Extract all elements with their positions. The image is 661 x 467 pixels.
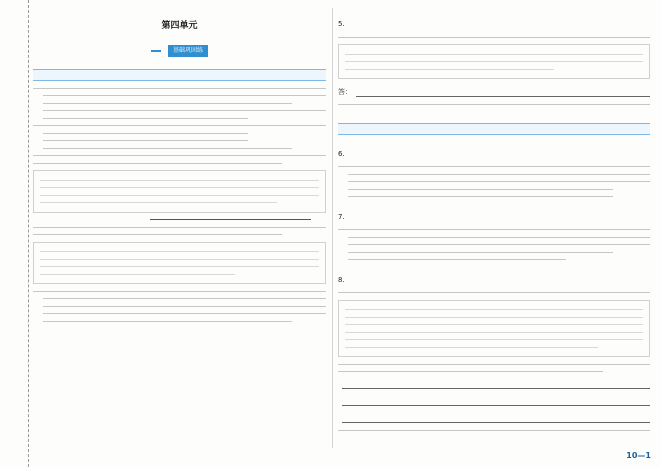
q8-fill-1 — [338, 380, 650, 389]
right-column — [338, 8, 650, 448]
section-header-bar-2 — [338, 123, 650, 135]
question-7-number: 7. — [338, 212, 345, 221]
q8-fill-field-1[interactable] — [342, 380, 650, 389]
question-8-number: 8. — [338, 275, 345, 284]
column-divider — [332, 8, 333, 448]
question-2 — [33, 125, 326, 149]
question-3-passage — [33, 170, 326, 213]
footer-page-number — [623, 451, 651, 461]
left-column — [33, 8, 326, 448]
question-3-answer-line[interactable] — [150, 219, 311, 220]
question-5 — [338, 11, 650, 105]
page-number: 10—1 — [626, 451, 651, 460]
question-4 — [33, 227, 326, 322]
question-5-number: 5. — [338, 20, 345, 28]
answer-field[interactable] — [356, 88, 650, 97]
question-1 — [33, 88, 326, 119]
q8-fill-field-2[interactable] — [342, 397, 650, 406]
q8-fill-2 — [338, 397, 650, 406]
q8-fill-field-3[interactable] — [342, 414, 650, 423]
question-5-answer — [338, 87, 650, 97]
question-6 — [338, 141, 650, 198]
question-6-number: 6. — [338, 149, 345, 158]
q8-fill-3 — [338, 414, 650, 423]
binding-margin — [0, 0, 29, 467]
unit-title: 第四单元 — [161, 21, 198, 31]
answer-label: 答： — [338, 88, 352, 96]
question-5-passage — [338, 44, 650, 79]
question-8 — [338, 267, 650, 431]
banner-tag-right: 基础巩固练 — [168, 45, 208, 57]
question-8-passage — [338, 300, 650, 358]
section-header-bar — [33, 69, 326, 81]
practice-banner — [120, 37, 240, 54]
question-3 — [33, 155, 326, 220]
banner-tag-left — [151, 50, 161, 52]
question-4-passage — [33, 242, 326, 285]
question-7 — [338, 204, 650, 261]
